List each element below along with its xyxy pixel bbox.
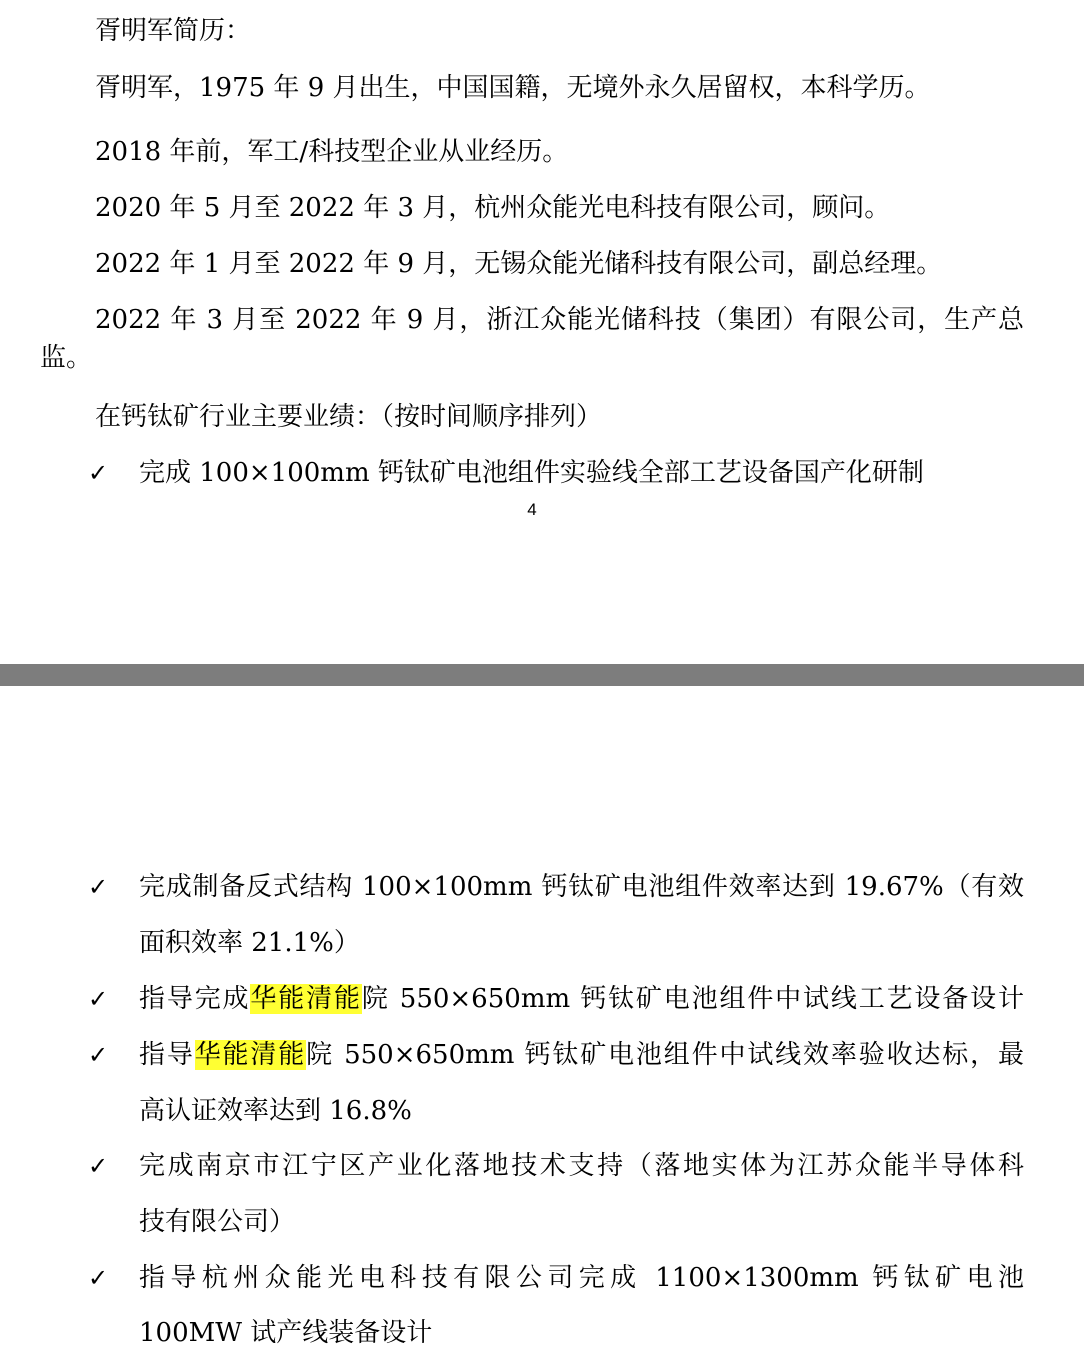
text-run: 院 550×650mm 钙钛矿电池组件中试线效率验收达标，最 — [306, 1040, 1024, 1070]
document-page-4 — [0, 0, 1084, 664]
history-item: 2022 年 3 月至 2022 年 9 月，浙江众能光储科技（集团）有限公司，生产总 — [95, 305, 1024, 335]
checkmark-icon: ✓ — [88, 985, 109, 1013]
checkmark-icon: ✓ — [88, 1041, 109, 1069]
achievements-heading: 在钙钛矿行业主要业绩：（按时间顺序排列） — [95, 402, 603, 432]
achievement-item: 完成制备反式结构 100×100mm 钙钛矿电池组件效率达到 19.67%（有效 — [139, 872, 1024, 902]
checkmark-icon: ✓ — [88, 1152, 109, 1180]
achievement-item-continued: 面积效率 21.1%） — [139, 928, 360, 958]
resume-heading: 胥明军简历： — [95, 16, 252, 46]
text-run: 院 550×650mm 钙钛矿电池组件中试线工艺设备设计 — [361, 984, 1024, 1014]
text-run: 指导完成 — [139, 984, 251, 1014]
achievement-item-continued: 技有限公司） — [139, 1207, 296, 1237]
checkmark-icon: ✓ — [88, 873, 109, 901]
history-item-continued: 监。 — [40, 343, 93, 373]
text-run: 指导 — [139, 1040, 195, 1070]
history-item: 2018 年前，军工/科技型企业从业经历。 — [95, 137, 569, 167]
achievement-item — [139, 1040, 1024, 1070]
checkmark-icon: ✓ — [88, 1264, 109, 1292]
highlighted-text: 华能清能 — [250, 984, 362, 1014]
achievement-item-continued: 100MW 试产线装备设计 — [139, 1318, 433, 1348]
highlighted-text: 华能清能 — [194, 1040, 307, 1070]
page-number: 4 — [527, 500, 537, 519]
page-separator — [0, 664, 1084, 686]
checkmark-icon: ✓ — [88, 459, 109, 487]
history-item: 2020 年 5 月至 2022 年 3 月，杭州众能光电科技有限公司，顾问。 — [95, 193, 891, 223]
achievement-item: 指导杭州众能光电科技有限公司完成 1100×1300mm 钙钛矿电池 — [139, 1263, 1024, 1293]
achievement-item: 完成南京市江宁区产业化落地技术支持（落地实体为江苏众能半导体科 — [139, 1151, 1024, 1181]
achievement-item: 完成 100×100mm 钙钛矿电池组件实验线全部工艺设备国产化研制 — [139, 458, 924, 488]
bio-paragraph: 胥明军，1975 年 9 月出生，中国国籍，无境外永久居留权，本科学历。 — [95, 73, 931, 103]
achievement-item-continued: 高认证效率达到 16.8% — [139, 1096, 412, 1126]
history-item: 2022 年 1 月至 2022 年 9 月，无锡众能光储科技有限公司，副总经理。 — [95, 249, 943, 279]
achievement-item — [139, 984, 1024, 1014]
